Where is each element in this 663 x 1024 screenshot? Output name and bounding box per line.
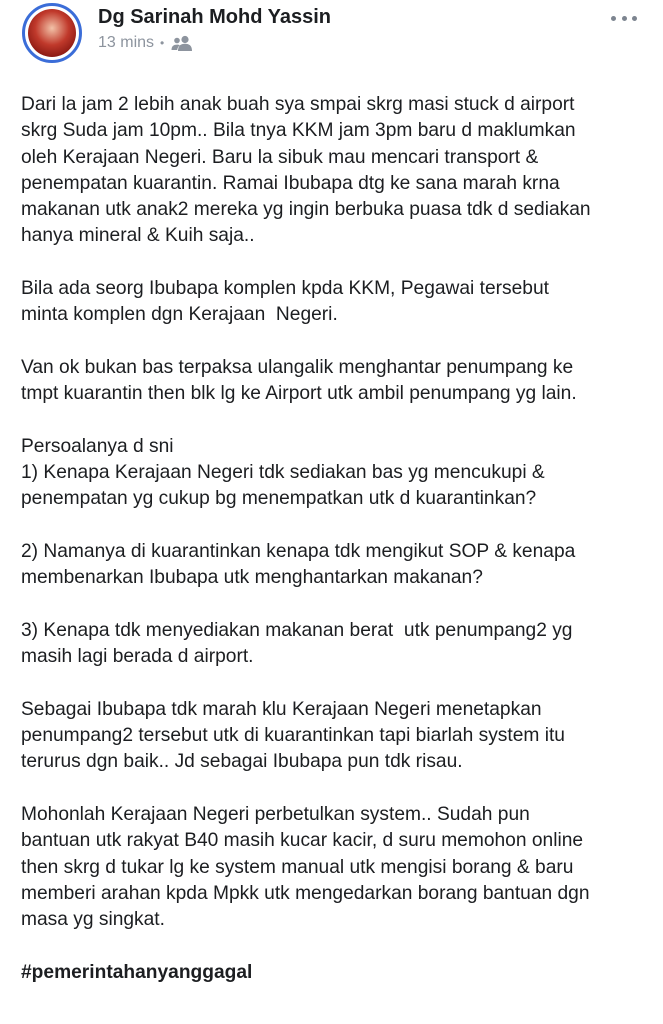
avatar[interactable] [22, 3, 82, 63]
text-line: penempatan kuarantin. Ramai Ibubapa dtg ke sana marah krna [21, 172, 560, 194]
more-dot [622, 16, 627, 21]
post-paragraph [21, 697, 646, 776]
text-line: 2) Namanya di kuarantinkan kenapa tdk mengikut SOP & kenapa [21, 541, 576, 563]
text-line: skrg Suda jam 10pm.. Bila tnya KKM jam 3pm baru d maklumkan [21, 120, 576, 142]
post-header [0, 0, 663, 80]
more-dot [611, 16, 616, 21]
post-paragraph [21, 434, 646, 513]
post-meta [98, 34, 193, 52]
more-dot [632, 16, 637, 21]
text-line: Persoalanya d sni [21, 435, 174, 457]
post-paragraph [21, 276, 646, 329]
post-paragraph [21, 539, 646, 592]
profile-photo [28, 9, 76, 57]
text-line: masa yg singkat. [21, 909, 165, 931]
text-line: penumpang2 tersebut utk di kuarantinkan tapi biarlah system itu [21, 725, 565, 747]
text-line: penempatan yg cukup bg menempatkan utk d kuarantinkan? [21, 488, 537, 510]
text-line: Sebagai Ibubapa tdk marah klu Kerajaan Negeri menetapkan [21, 698, 542, 720]
text-line: Bila ada seorg Ibubapa komplen kpda KKM, Pegawai tersebut [21, 278, 549, 300]
text-line: Van ok bukan bas terpaksa ulangalik menghantar penumpang ke [21, 356, 574, 378]
text-line: memberi arahan kpda Mpkk utk mengedarkan borang bantuan dgn [21, 882, 590, 904]
post-paragraph [21, 618, 646, 671]
more-options-button[interactable] [611, 8, 637, 28]
text-line: makanan utk anak2 mereka yg ingin berbuka puasa tdk d sediakan [21, 199, 591, 221]
text-line: 3) Kenapa tdk menyediakan makanan berat utk penumpang2 yg [21, 619, 573, 641]
text-line: bantuan utk rakyat B40 masih kucar kacir, d suru memohon online [21, 830, 584, 852]
text-line: masih lagi berada d airport. [21, 646, 254, 668]
text-line: membenarkan Ibubapa utk menghantarkan makanan? [21, 567, 483, 589]
text-line: tmpt kuarantin then blk lg ke Airport utk ambil penumpang yg lain. [21, 383, 577, 405]
post-paragraph [21, 355, 646, 408]
post-paragraph [21, 802, 646, 933]
friends-icon[interactable] [171, 35, 193, 51]
meta-separator: • [160, 36, 165, 50]
text-line: Dari la jam 2 lebih anak buah sya smpai skrg masi stuck d airport [21, 94, 575, 115]
text-line: 1) Kenapa Kerajaan Negeri tdk sediakan bas yg mencukupi & [21, 462, 545, 484]
post-paragraph [21, 92, 646, 250]
text-line: minta komplen dgn Kerajaan Negeri. [21, 304, 338, 326]
text-line: oleh Kerajaan Negeri. Baru la sibuk mau mencari transport & [21, 146, 539, 168]
text-line: terurus dgn baik.. Jd sebagai Ibubapa pun tdk risau. [21, 751, 463, 773]
text-line: Mohonlah Kerajaan Negeri perbetulkan system.. Sudah pun [21, 804, 530, 826]
hashtag-link[interactable]: #pemerintahanyanggagal [21, 961, 253, 983]
post-time[interactable]: 13 mins [98, 34, 155, 51]
text-line: then skrg d tukar lg ke system manual utk mengisi borang & baru [21, 856, 574, 878]
author-name[interactable]: Dg Sarinah Mohd Yassin [98, 6, 332, 28]
post-body [21, 92, 646, 986]
text-line: hanya mineral & Kuih saja.. [21, 225, 255, 247]
